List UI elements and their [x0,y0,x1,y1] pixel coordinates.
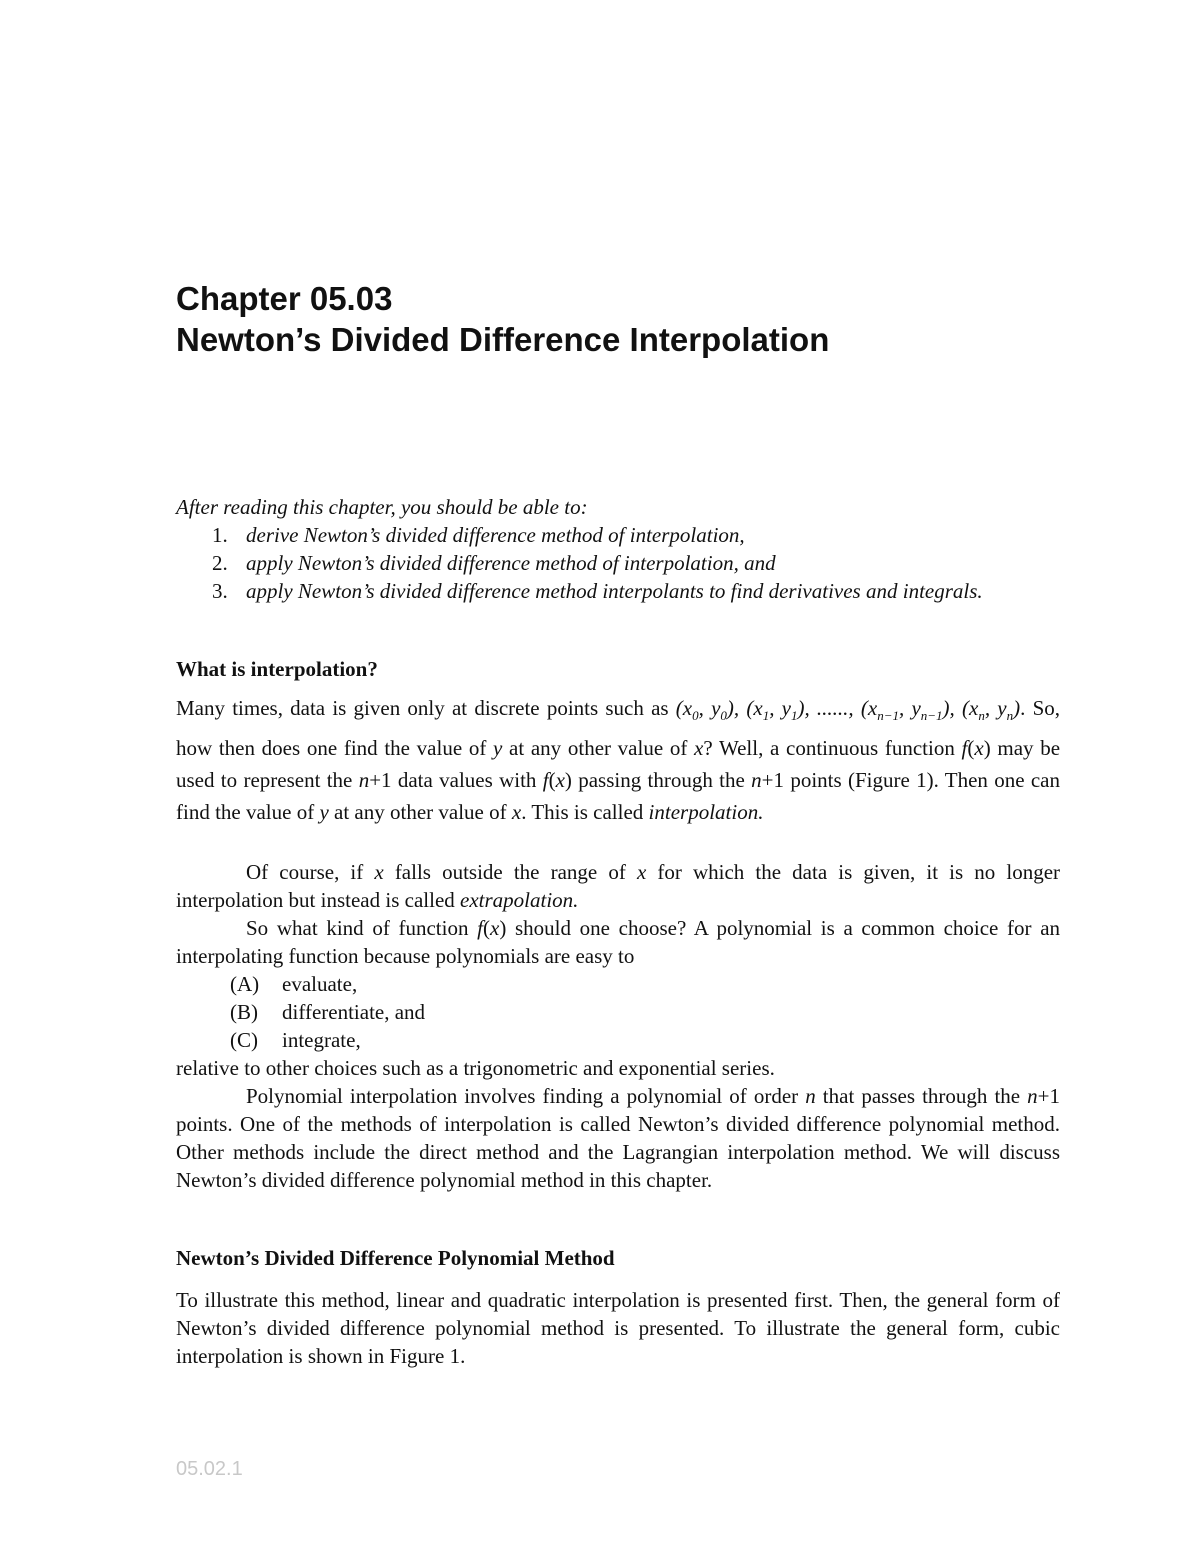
chapter-number: Chapter 05.03 [176,280,393,317]
list-item: (C) integrate, [230,1028,361,1052]
section-body [176,858,1060,1194]
objectives-intro: After reading this chapter, you should be able to: [176,495,588,519]
list-item: (A) evaluate, [230,972,358,996]
paragraph-method-intro: To illustrate this method, linear and quadratic interpolation is presented first. Then, the general form of Newton’s divided difference polynomial method is presented. To illustrate the general form, cubic interpolation is shown in Figure 1. [176,1288,1060,1368]
paragraph-function-choice: So what kind of function f(x) should one choose? A polynomial is a common choice for an interpolating function because polynomials are easy to [176,916,1061,968]
objective-item: 2. apply Newton’s divided difference method of interpolation, and [212,551,776,575]
objective-item: 3. apply Newton’s divided difference method interpolants to find derivatives and integrals. [212,579,983,603]
chapter-name: Newton’s Divided Difference Interpolation [176,321,830,358]
paragraph-relative: relative to other choices such as a trigonometric and exponential series. [176,1056,775,1080]
page-number: 05.02.1 [176,1458,243,1480]
section-heading-newton-method: Newton’s Divided Difference Polynomial Method [176,1246,615,1270]
polynomial-benefits-list [176,970,1060,1054]
objective-item: 1. derive Newton’s divided difference method of interpolation, [212,523,745,547]
objectives-list [176,521,1060,605]
learning-objectives [176,493,1060,605]
section-heading-interpolation: What is interpolation? [176,657,378,681]
paragraph-extrapolation: Of course, if x falls outside the range of x for which the data is given, it is no longer interpolation but instead is called extrapolation. [176,860,1061,912]
paragraph-polynomial-interpolation: Polynomial interpolation involves finding a polynomial of order n that passes through the n+1 points. One of the methods of interpolation is called Newton’s divided difference polynomial method. Other methods include the direct method and the Lagrangian interpolation method. We will discuss Newton’s divided difference polynomial method in this chapter. [176,1084,1061,1192]
chapter-title [176,278,1060,360]
paragraph-interpolation-intro: Many times, data is given only at discrete points such as ($x_0$, $y_0$), ($x_1$, $y_1$), ......, ($x_{n-1}$, $y_{n-1}$), ($x_n$, $y_n$). So, how then does one find the value of y at any other value of x? Well, a continuous function f(x) may be used to represent the n+1 data values with f(x) passing through the n+1 points (Figure 1). Then one can find the value of y at any other value of x. This is called interpolation. [176,696,1061,825]
list-item: (B) differentiate, and [230,1000,426,1024]
